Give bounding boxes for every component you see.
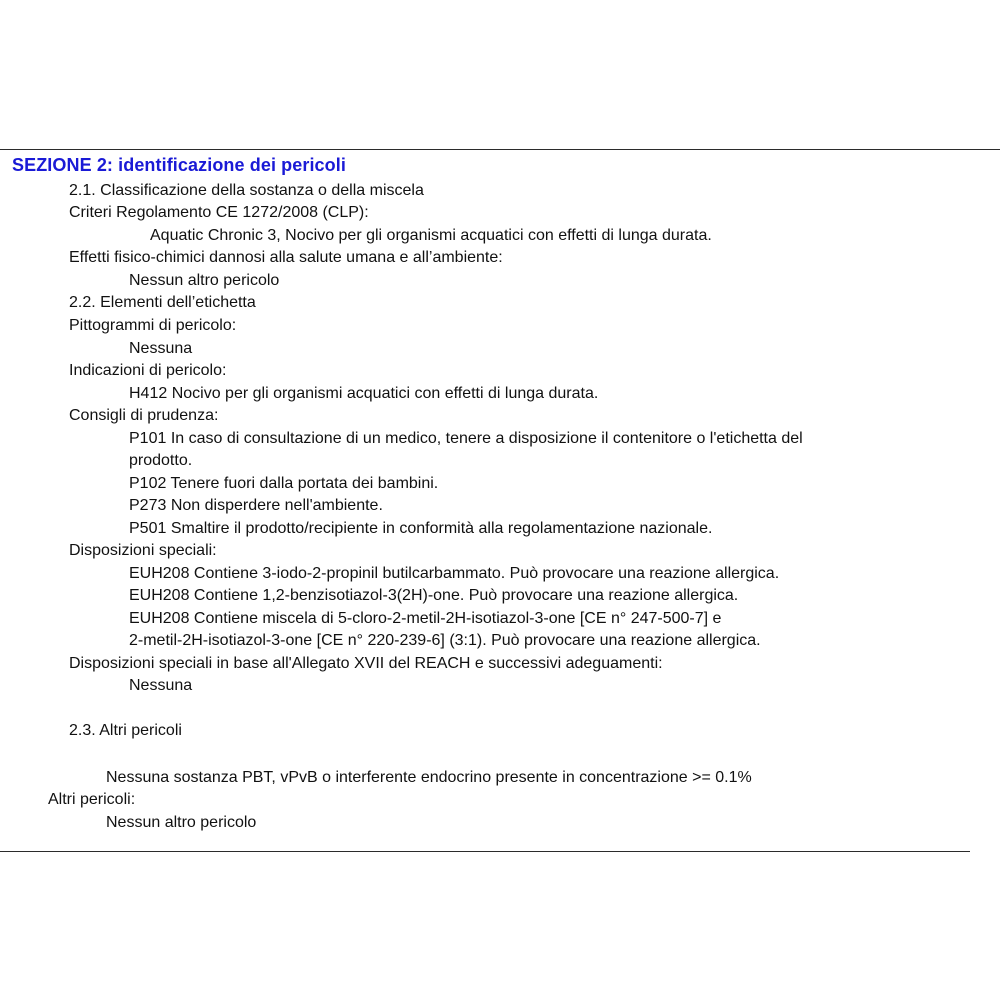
other-hazards-label: Altri pericoli: <box>48 791 136 808</box>
hazard-statement-h412: H412 Nocivo per gli organismi acquatici con effetti di lunga durata. <box>129 385 599 402</box>
subsection-2-2-heading: 2.2. Elementi dell’etichetta <box>69 294 256 311</box>
precautionary-p501: P501 Smaltire il prodotto/recipiente in conformità alla regolamentazione nazionale. <box>129 520 713 537</box>
precautionary-p102: P102 Tenere fuori dalla portata dei bambini. <box>129 475 439 492</box>
pictograms-value: Nessuna <box>129 340 193 357</box>
top-divider <box>0 149 1000 150</box>
section-title: SEZIONE 2: identificazione dei pericoli <box>12 155 346 175</box>
euh208-mixture-continued: 2-metil-2H-isotiazol-3-one [CE n° 220-239-6] (3:1). Può provocare una reazione allergica. <box>129 632 761 649</box>
other-hazards-value: Nessun altro pericolo <box>106 814 257 831</box>
euh208-benzisothiazolinone: EUH208 Contiene 1,2-benzisotiazol-3(2H)-one. Può provocare una reazione allergica. <box>129 587 739 604</box>
reach-provisions-value: Nessuna <box>129 677 193 694</box>
subsection-2-1-heading: 2.1. Classificazione della sostanza o della miscela <box>69 182 424 199</box>
precautionary-p273: P273 Non disperdere nell'ambiente. <box>129 497 383 514</box>
physchem-effects-value: Nessun altro pericolo <box>129 272 280 289</box>
physchem-effects-label: Effetti fisico-chimici dannosi alla salute umana e all’ambiente: <box>69 249 503 266</box>
euh208-iodopropynyl: EUH208 Contiene 3-iodo-2-propinil butilcarbammato. Può provocare una reazione allergica. <box>129 565 780 582</box>
bottom-divider <box>0 851 970 852</box>
special-provisions-label: Disposizioni speciali: <box>69 542 217 559</box>
clp-criteria-label: Criteri Regolamento CE 1272/2008 (CLP): <box>69 204 369 221</box>
pbt-vpvb-statement: Nessuna sostanza PBT, vPvB o interferente endocrino presente in concentrazione >= 0.1% <box>106 769 752 786</box>
precautionary-label: Consigli di prudenza: <box>69 407 219 424</box>
pictograms-label: Pittogrammi di pericolo: <box>69 317 237 334</box>
precautionary-p101: P101 In caso di consultazione di un medico, tenere a disposizione il contenitore o l'etichetta del <box>129 430 803 447</box>
precautionary-p101-continued: prodotto. <box>129 452 193 469</box>
subsection-2-3-heading: 2.3. Altri pericoli <box>69 722 182 739</box>
hazard-statements-label: Indicazioni di pericolo: <box>69 362 227 379</box>
reach-provisions-label: Disposizioni speciali in base all'Allegato XVII del REACH e successivi adeguamenti: <box>69 655 663 672</box>
classification-text: Aquatic Chronic 3, Nocivo per gli organismi acquatici con effetti di lunga durata. <box>150 227 712 244</box>
euh208-mixture: EUH208 Contiene miscela di 5-cloro-2-metil-2H-isotiazol-3-one [CE n° 247-500-7] e <box>129 610 722 627</box>
